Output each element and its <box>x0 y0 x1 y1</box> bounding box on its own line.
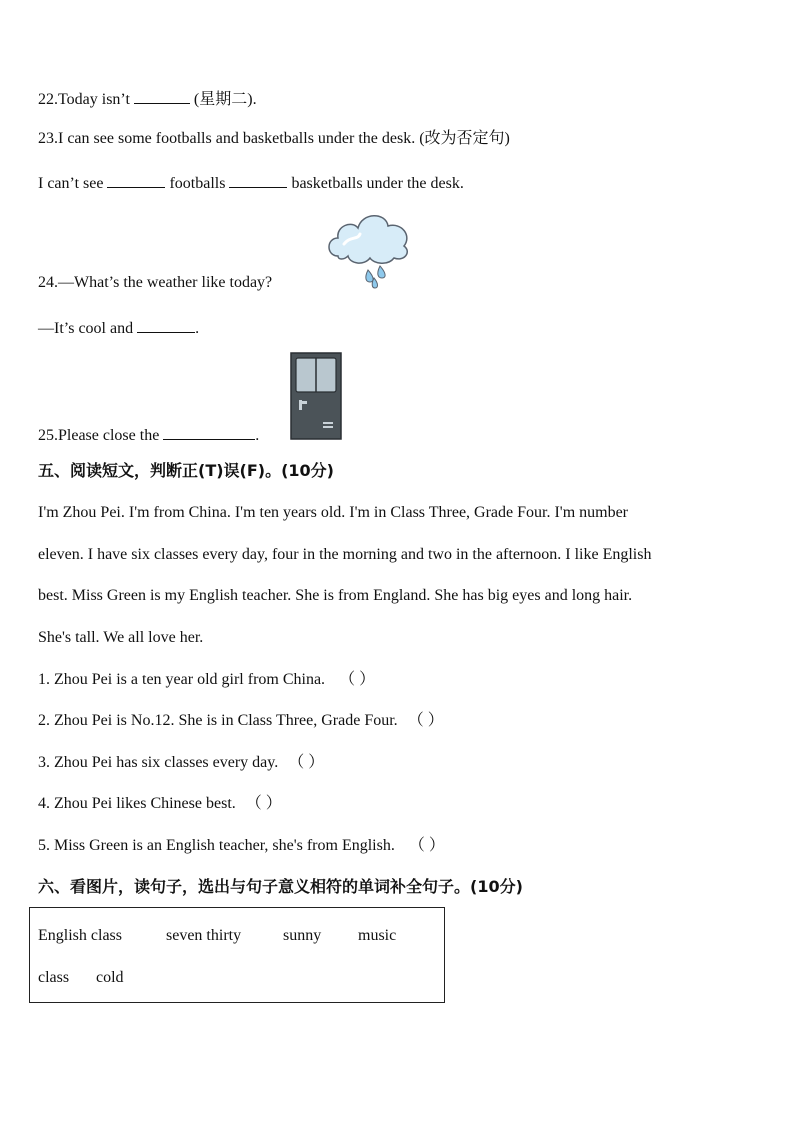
word-option: seven thirty <box>166 927 242 944</box>
word-option: English class <box>38 927 122 944</box>
answer-blank[interactable] <box>229 171 287 188</box>
section-5-heading: 五、阅读短文，判断正(T)误(F)。(10分) <box>38 461 334 480</box>
answer-text: . <box>195 320 200 337</box>
passage-line: best. Miss Green is my English teacher. She is from England. She has big eyes and long hair. <box>38 587 633 604</box>
answer-blank[interactable] <box>107 171 165 188</box>
question-22-hint: (星期二). <box>189 91 257 108</box>
tf-answer-paren[interactable]: （ ） <box>245 795 282 812</box>
question-25-text: . <box>255 427 260 444</box>
answer-blank[interactable] <box>163 423 255 440</box>
tf-item-text: 2. Zhou Pei is No.12. She is in Class Three, Grade Four. <box>38 712 398 729</box>
question-24-answer-line <box>38 316 199 339</box>
door-icon <box>290 352 342 440</box>
word-option: class <box>38 969 70 986</box>
answer-blank[interactable] <box>134 87 190 104</box>
question-24: 24.—What’s the weather like today? <box>38 274 273 291</box>
tf-item-4 <box>38 794 282 814</box>
section-6-heading: 六、看图片，读句子，选出与句子意义相符的单词补全句子。(10分) <box>38 877 523 896</box>
question-23: 23.I can see some footballs and basketballs under the desk. (改为否定句) <box>38 130 510 147</box>
answer-text: —It’s cool and <box>38 320 138 337</box>
word-bank-box <box>29 907 445 1003</box>
tf-answer-paren[interactable]: （ ） <box>339 671 376 688</box>
passage-line: eleven. I have six classes every day, four in the morning and two in the afternoon. I like English <box>38 546 652 563</box>
tf-item-2 <box>38 711 444 731</box>
answer-text: footballs <box>165 175 230 192</box>
question-25-text: 25.Please close the <box>38 427 164 444</box>
passage-line: I'm Zhou Pei. I'm from China. I'm ten years old. I'm in Class Three, Grade Four. I'm number <box>38 504 629 521</box>
word-option: music <box>358 927 397 944</box>
answer-blank[interactable] <box>137 316 195 333</box>
question-25 <box>38 423 259 446</box>
question-22 <box>38 87 257 110</box>
tf-item-text: 3. Zhou Pei has six classes every day. <box>38 754 279 771</box>
question-23-answer-line <box>38 171 464 194</box>
word-option: cold <box>96 969 124 986</box>
tf-item-1 <box>38 670 375 690</box>
tf-answer-paren[interactable]: （ ） <box>408 837 445 854</box>
passage-line: She's tall. We all love her. <box>38 629 204 646</box>
answer-text: I can’t see <box>38 175 108 192</box>
tf-item-3 <box>38 753 324 773</box>
tf-answer-paren[interactable]: （ ） <box>407 712 444 729</box>
rain-cloud-icon <box>324 208 412 290</box>
question-22-text: 22.Today isn’t <box>38 91 134 108</box>
tf-item-5 <box>38 836 445 856</box>
tf-item-text: 1. Zhou Pei is a ten year old girl from China. <box>38 671 326 688</box>
answer-text: basketballs under the desk. <box>287 175 464 192</box>
tf-answer-paren[interactable]: （ ） <box>288 754 325 771</box>
tf-item-text: 5. Miss Green is an English teacher, she's from English. <box>38 837 395 854</box>
word-option: sunny <box>283 927 322 944</box>
tf-item-text: 4. Zhou Pei likes Chinese best. <box>38 795 236 812</box>
